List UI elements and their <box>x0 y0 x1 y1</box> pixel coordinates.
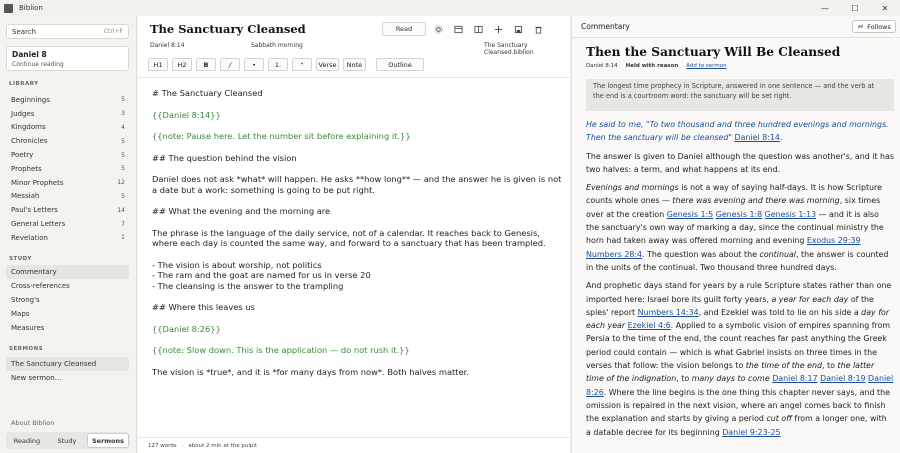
commentary-paragraph: Evenings and mornings is not a way of saying half-days. It is how Scripture counts whole ones — there was evening and there was morning, six times over at the creation Genesis 1:5 Genesis 1:8 Genesis 1:13 — and it is also the sanctuary's own way of marking a day, since the continual ministry the horn had taken away was offered morning and evening Exodus 29:39 Numbers 28:4. The question was about the continual, the answer is counted in the units of the continual. Two thousand three hundred days. <box>586 183 889 272</box>
editor-line-verse-embed: {{Daniel 8:26}} <box>152 323 221 334</box>
sermon-title[interactable]: The Sanctuary Cleansed <box>150 22 306 36</box>
word-count: 127 words <box>148 442 177 449</box>
format-quote-button[interactable]: " <box>292 58 312 71</box>
about-link[interactable]: About Biblion <box>11 419 55 427</box>
editor-line-paragraph: The phrase is the language of the daily service, not of a calendar. It reaches back to Genesis, where each day is counted the same way, and forward to a sanctuary that has been trampled. <box>152 227 546 248</box>
delete-icon[interactable] <box>530 22 546 36</box>
study-section-label: STUDY <box>9 256 32 262</box>
window-controls <box>810 0 900 16</box>
insert-note-button[interactable]: Note <box>343 58 366 71</box>
commentary-header <box>572 16 900 38</box>
follows-toggle-button[interactable] <box>852 20 896 33</box>
verse-link[interactable]: Daniel 9:23-25 <box>722 427 781 437</box>
sidebar-tabs <box>6 432 130 449</box>
verse-link[interactable]: Numbers 14:34 <box>637 307 699 317</box>
sermons-section-label: SERMONS <box>9 346 44 352</box>
verse-link[interactable]: Daniel 8:14 <box>734 133 780 143</box>
layout-icon[interactable] <box>450 22 466 36</box>
read-button[interactable]: Read <box>382 22 426 36</box>
sermon-reference: Daniel 8:14 <box>150 42 185 49</box>
editor-line-heading: # The Sanctuary Cleansed <box>152 88 263 98</box>
add-to-sermon-link[interactable]: Add to sermon <box>686 63 727 69</box>
tab-study[interactable]: Study <box>57 436 77 445</box>
sidebar-item-beginnings[interactable]: Beginnings 5 <box>11 95 125 104</box>
verse-quote: He said to me, "To two thousand and three hundred evenings and mornings. Then the sanctuary will be cleansed" <box>586 120 889 143</box>
editor-line-verse-embed: {{Daniel 8:14}} <box>152 109 221 120</box>
editor-line-list: - The vision is about worship, not politics - The ram and the goat are named for us in verse 20 - The cleansing is the answer to the trampling <box>152 259 371 291</box>
tab-sermons[interactable]: Sermons <box>87 433 129 448</box>
verse-link[interactable]: Genesis 1:8 <box>715 209 763 219</box>
verse-link[interactable]: Daniel 8:17 <box>772 374 818 384</box>
commentary-pane <box>571 16 900 453</box>
link-icon <box>857 23 864 30</box>
sidebar-item-judges[interactable]: Judges 3 <box>11 109 125 118</box>
sidebar-item-poetry[interactable]: Poetry 5 <box>11 151 125 160</box>
continue-subtitle: Continue reading <box>12 61 64 68</box>
format-toolbar <box>148 58 424 71</box>
sidebar-item-strongs[interactable]: Strong's <box>11 296 40 304</box>
format-h1-button[interactable]: H1 <box>148 58 168 71</box>
editor-line-subheading: ## The question behind the vision <box>152 152 297 163</box>
toolbar-divider <box>138 77 570 78</box>
verse-link[interactable]: Daniel 8:19 <box>820 374 866 384</box>
sermon-editor <box>138 16 570 453</box>
search-placeholder: Search <box>12 27 37 36</box>
search-shortcut: Ctrl+F <box>103 28 123 35</box>
commentary-paragraph: He said to me, "To two thousand and three hundred evenings and mornings. Then the sanctuary will be cleansed" Daniel 8:14. <box>586 120 889 143</box>
verse-link[interactable]: Daniel 8:26 <box>586 374 894 397</box>
format-h2-button[interactable]: H2 <box>172 58 192 71</box>
sidebar-item-prophets[interactable]: Prophets 5 <box>11 164 125 173</box>
editor-status-bar <box>138 437 570 453</box>
editor-line-note: {{note: Pause here. Let the number sit before explaining it.}} <box>152 131 411 141</box>
verse-link[interactable]: Exodus 29:39 <box>806 236 861 246</box>
study-list <box>0 265 137 335</box>
editor-line-note: {{note: Slow down. This is the application — do not rush it.}} <box>152 345 410 355</box>
verse-link[interactable]: Numbers 28:4 <box>586 249 643 259</box>
insert-verse-button[interactable]: Verse <box>316 58 339 71</box>
format-italic-button[interactable]: / <box>220 58 240 71</box>
settings-icon[interactable] <box>430 22 446 36</box>
sidebar-item-cross-references[interactable]: Cross-references <box>11 282 70 290</box>
commentary-title: Then the Sanctuary Will Be Cleansed <box>586 45 841 59</box>
commentary-status: Held with reason <box>625 63 679 69</box>
commentary-summary: The longest time prophecy in Scripture, answered in one sentence — and the verb at the end is a courtroom word: the sanctuary will be set right. <box>586 79 894 111</box>
editor-line-paragraph: Daniel does not ask *what* will happen. He asks **how long** — and the answer he is given is not a date but a work: something is going to be put right. <box>152 174 562 195</box>
columns-icon[interactable] <box>470 22 486 36</box>
sidebar-item-messiah[interactable]: Messiah 5 <box>11 192 125 201</box>
sidebar-item-minor-prophets[interactable]: Minor Prophets 12 <box>11 178 125 187</box>
sermon-item-sanctuary-cleansed[interactable]: The Sanctuary Cleansed <box>6 357 129 371</box>
sidebar-item-revelation[interactable]: Revelation 1 <box>11 233 125 242</box>
search-input[interactable] <box>6 24 129 39</box>
commentary-paragraph: The answer is given to Daniel although the question was another's, and it has two halves: a term, and what happens at its end. <box>586 151 895 174</box>
verse-link[interactable]: Genesis 1:5 <box>666 209 714 219</box>
outline-button[interactable]: Outline <box>376 58 424 71</box>
commentary-meta <box>586 63 727 69</box>
library-list <box>0 93 137 245</box>
editor-line-subheading: ## What the evening and the morning are <box>152 206 331 216</box>
continue-reference: Daniel 8 <box>12 50 47 59</box>
status-separator: · <box>181 442 184 449</box>
commentary-reference: Daniel 8:14 <box>586 63 618 69</box>
sidebar-item-measures[interactable]: Measures <box>11 324 45 332</box>
sidebar-item-commentary[interactable]: Commentary <box>6 265 129 279</box>
minimize-button[interactable]: — <box>821 3 829 13</box>
commentary-body <box>586 118 894 444</box>
sidebar <box>0 16 137 453</box>
library-section-label: LIBRARY <box>9 81 39 87</box>
sidebar-item-general-letters[interactable]: General Letters 7 <box>11 220 125 229</box>
sidebar-item-kingdoms[interactable]: Kingdoms 4 <box>11 123 125 132</box>
editor-line-subheading: ## Where this leaves us <box>152 302 255 312</box>
format-bullet-button[interactable]: • <box>244 58 264 71</box>
sermon-occasion: Sabbath morning <box>251 42 303 49</box>
title-bar <box>0 0 900 16</box>
sidebar-item-maps[interactable]: Maps <box>11 310 30 318</box>
sermons-list <box>0 357 137 385</box>
add-icon[interactable] <box>490 22 506 36</box>
format-numbered-button[interactable]: 1. <box>268 58 288 71</box>
maximize-button[interactable]: ☐ <box>851 3 859 13</box>
tab-reading[interactable]: Reading <box>13 436 41 445</box>
commentary-paragraph: And prophetic days stand for years by a rule Scripture states rather than one imported here: Israel bore its guilt forty years, a year for each day of the spies' report Numbers 14:34, and Ezekiel was told to lie on his side a day for each year Ezekiel 4:6. Applied to a symbolic vision of empires spanning from Persia to the time of the end, the count reaches far past anything the Greek period could contain — which is what Gabriel insists on three times in the verses that follow: the vision belongs to the time of the end, to the latter time of the indignation, to many days to come Daniel 8:17 Daniel 8:19 Daniel 8:26. Where the line begins is the one thing this chapter never says, and the omission is repaired in the next vision, where an angel comes back to finish the explanation and starts by giving a period cut off from a longer one, with a datable decree for its beginning Daniel 9:23-25 <box>586 281 894 437</box>
editor-toolbar <box>382 22 546 36</box>
app-logo-icon <box>4 4 13 13</box>
verse-link[interactable]: Genesis 1:13 <box>764 209 817 219</box>
save-icon[interactable] <box>510 22 526 36</box>
follows-label: Follows <box>867 22 891 31</box>
editor-line-paragraph: The vision is *true*, and it is *for many days from now*. Both halves matter. <box>152 366 469 377</box>
sidebar-item-pauls-letters[interactable]: Paul's Letters 14 <box>11 206 125 215</box>
sermon-filename: The Sanctuary Cleansed.biblion <box>484 42 534 56</box>
app-title: Biblion <box>19 4 43 12</box>
commentary-label: Commentary <box>581 22 630 31</box>
close-button[interactable]: ✕ <box>881 3 889 13</box>
new-sermon-item[interactable]: New sermon... <box>11 374 62 382</box>
sidebar-item-chronicles[interactable]: Chronicles 5 <box>11 137 125 146</box>
format-bold-button[interactable]: B <box>196 58 216 71</box>
read-time: about 2 min at the pulpit <box>188 442 258 449</box>
continue-reading-card[interactable] <box>6 46 129 71</box>
sermon-text-area[interactable] <box>152 88 562 388</box>
verse-link[interactable]: Ezekiel 4:6 <box>627 321 671 331</box>
